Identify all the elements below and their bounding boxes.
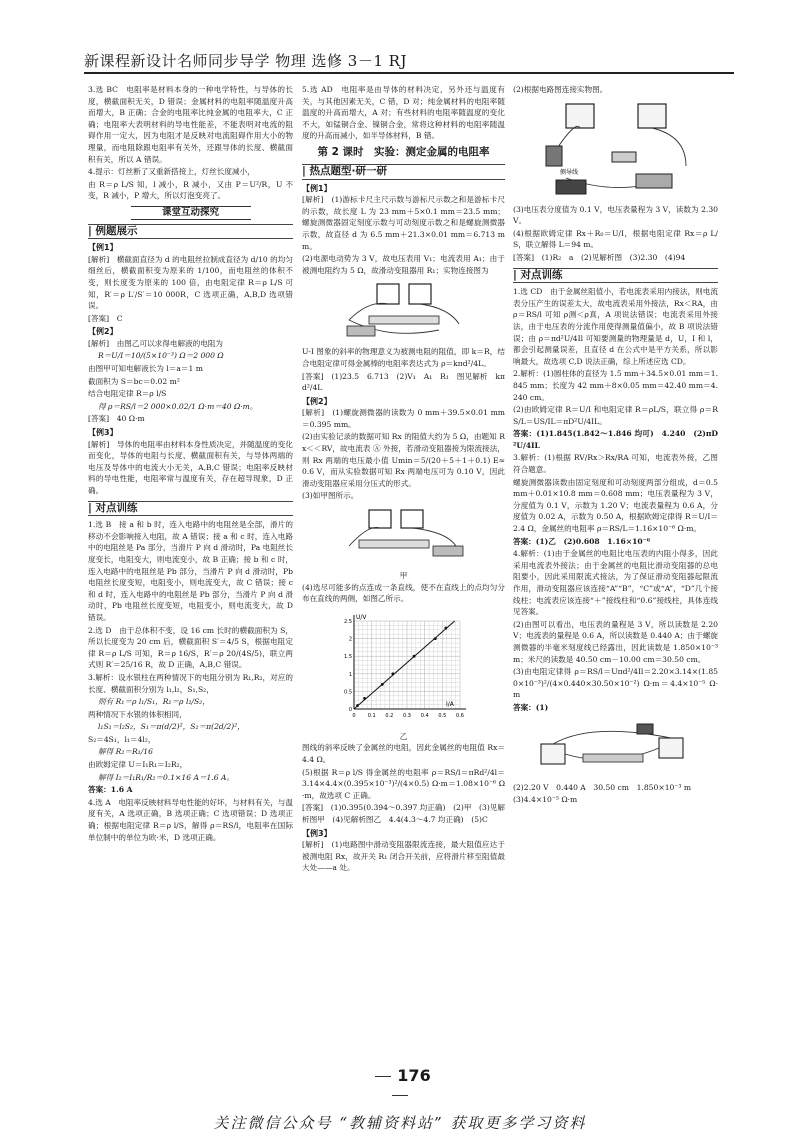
- formula: 解得 I₂＝I₁R₁/R₂＝0.1×16 A＝1.6 A。: [98, 772, 235, 782]
- y-tick-label: 0: [348, 706, 352, 713]
- training-3-text: 由欧姆定律 U＝I₁R₁＝I₂R₂，: [88, 760, 188, 770]
- answer-5: 5.选 AD 电阻率是由导体的材料决定，另外还与温度有关，与其他因素无关，C 错，D 对；纯金属材料的电阻率随温度的升高而增大，A 对；有些材料的电阻率随温度的变化不大，如锰铜合金、镍铜合金，常将这种材料的电阻率随温度的升高而减小，如半导体材料，B 错。: [302, 85, 505, 141]
- training-4-answer-2: (2)2.20 V 0.440 A 30.50 cm 1.850×10⁻³ m: [513, 782, 692, 792]
- section-title-training: | 对点训练: [88, 501, 293, 517]
- x-axis-label: I/A: [445, 700, 454, 708]
- example-2-text: 截面积为 S＝bc＝0.02 m²: [88, 376, 180, 386]
- y-tick-label: 0.5: [343, 689, 352, 696]
- training-4: 4.解析：(1)由于金属丝的电阻比电压表的内阻小得多，因此采用电流表外接法；由于金属丝的电阻比滑动变阻器的总电阻要小，因此采用限流式接法，为了保证滑动变阻器起限流作用，滑动变阻器应该连接“A”“B”，“C”或“A”，“D”几个接线柱；电流表应该连接“＋”接线柱和“0.6”接线柱，具体连线见答案。: [513, 549, 718, 617]
- x-tick-label: 0: [351, 712, 356, 719]
- training-4: 4.选 A 电阻率反映材料导电性能的好坏，与材料有关，与温度有关，A 选项正确，B 选项正确；C 选项错误；D 选项正确；根据电阻定律 R＝ρ l/S，解得 ρ＝RS/l，电阻率在国际单位制中的单位为欧·米，D 选项正确。: [88, 797, 293, 842]
- formula: 得 ρ＝RS/l＝2 000×0.02/1 Ω·m＝40 Ω·m。: [98, 401, 258, 411]
- example-label: 【例1】: [302, 183, 332, 193]
- data-point: [356, 704, 359, 707]
- y-tick-label: 1.5: [343, 654, 352, 661]
- example-1-answer: [答案] C: [88, 313, 123, 323]
- y-tick-label: 2.5: [343, 618, 352, 625]
- example-2-answer: [答案] 40 Ω·m: [88, 414, 145, 424]
- example-2-text: (4)选尽可能多的点连成一条直线，使不在直线上的点均匀分布在直线的两侧，如图乙所示。: [302, 582, 505, 604]
- example-3-analysis: [解析] 导体的电阻率由材料本身性质决定，并随温度的变化而变化，导体的电阻与长度、横截面积有关，与导体两端的电压及导体中的电流大小无关，A,B,C 错误；电阻率反映材料的导电性能，电阻率常与温度有关，存在超导现象，D 正确。: [88, 439, 293, 495]
- section-box-title: 课堂互动探究: [131, 206, 251, 220]
- example-3-answer: [答案] (1)R₂ a (2)见解析图 (3)2.30 (4)94: [513, 252, 686, 262]
- data-point: [444, 626, 447, 629]
- training-3-answer: 答案：1.6 A: [88, 785, 133, 795]
- example-label: 【例3】: [302, 828, 332, 838]
- training-3-text: 两种情况下水银的体积相同，: [88, 709, 187, 719]
- answer-3: 3.选 BC 电阻率是材料本身的一种电学特性，与导体的长度，横截面积无关，D 错误；金属材料的电阻率随温度升高而增大，B 正确；合金的电阻率比纯金属的电阻率大，C 正确；电阻率大表明材料的导电性能差，不能表明对电流的阻碍作用一定大，因为电阻才是反映对电流阻碍作用大小的物理量，而电阻除跟电阻率有关外，还跟导体的长度、横截面积有关，所以 A 错误。: [88, 85, 293, 164]
- training-2-answer: 答案：(1)1.845(1.842～1.846 均可) 4.240 (2)πD²U/4IL: [513, 429, 718, 450]
- section-title-examples: | 例题展示: [88, 224, 293, 240]
- example-3-analysis: [解析] (1)电路图中滑动变阻器限流连接，最大阻值应达于被测电阻 Rx，故开关 R₁ 闭合开关前，应将滑片移至阻值最大处——a 处。: [302, 840, 505, 873]
- page-number: 176: [360, 1066, 440, 1104]
- footer-note: 关注微信公众号 “教辅资料站” 获取更多学习资料: [213, 1114, 587, 1132]
- data-point: [433, 637, 436, 640]
- header-title: 新课程新设计名师同步导学 物理 选修 3－1 RJ: [84, 52, 407, 70]
- column-left: [88, 84, 293, 1084]
- example-1-answer: [答案] (1)23.5 6.713 (2)V₁ A₁ R₁ 图见解析 kπd²/4L: [302, 371, 505, 393]
- training-3: 3.解析：(1)根据 RV/Rx＞Rx/RA 可知，电流表外接，乙图符合题意。: [513, 453, 718, 475]
- example-2-analysis: [解析] 由图乙可以求得电解液的电阻为: [88, 338, 224, 348]
- example-2-text: (5)根据 R＝ρ l/S 得金属丝的电阻率 ρ＝RS/l＝πRd²/4l＝3.14×4.4×(0.395×10⁻³)²/(4×0.5) Ω·m＝1.08×10⁻⁶ Ω·m，故选项 C 正确。: [302, 767, 505, 800]
- training-4-answer: 答案：(1): [513, 702, 549, 712]
- example-3-text: (2)根据电路图连接实物图。: [513, 85, 608, 94]
- section-title-hot-topics: | 热点题型·研一研: [302, 164, 505, 180]
- example-2-text: (3)如甲图所示。: [302, 491, 359, 501]
- column-middle: [302, 84, 505, 1084]
- y-axis-label: U/V: [355, 613, 367, 621]
- training-2: 2.解析：(1)圆柱体的直径为 1.5 mm＋34.5×0.01 mm＝1.845 mm；长度为 42 mm＋8×0.05 mm＝42.40 mm＝4.240 cm。: [513, 369, 718, 402]
- circuit-diagram-1: [329, 280, 479, 342]
- figure-caption-b: 乙: [399, 731, 408, 741]
- data-point: [363, 697, 366, 700]
- example-2-text: 结合电阻定律 R＝ρ l/S: [88, 389, 167, 399]
- column-right: [513, 84, 718, 1084]
- example-2-text: 图线的斜率反映了金属丝的电阻，因此金属丝的电阻值 Rx＝4.4 Ω。: [302, 743, 505, 764]
- example-label: 【例3】: [88, 428, 118, 438]
- lesson-title: 第 2 课时 实验：测定金属的电阻率: [317, 145, 490, 158]
- training-4-text: (2)由图可以看出，电压表的量程是 3 V，所以读数是 2.20 V；电流表的量程是 0.6 A，所以读数是 0.440 A；由于螺旋测微器的半毫米刻度线已经露出，因此读数是 1.850×10⁻³ m；米尺的读数是 40.50 cm－10.00 cm＝30.50 cm。: [513, 619, 718, 664]
- formula: 则有 R₁＝ρ l₁/S₁，R₂＝ρ l₂/S₂，: [98, 697, 210, 707]
- chart-grid: [354, 621, 460, 709]
- example-1-text: (2)电源电动势为 3 V，故电压表用 V₁；电流表用 A₁；由于被测电阻约为 5 Ω，故滑动变阻器用 R₁；实物连接图为: [302, 254, 505, 275]
- formula: l₁S₁＝l₂S₂，S₁＝π(d/2)²，S₂＝π(2d/2)²，: [98, 722, 245, 732]
- y-tick-label: 2: [348, 636, 352, 643]
- figure-label-wire: 侧导线: [559, 168, 578, 176]
- training-4-text: (3)由电阻定律得 ρ＝RS/l＝Uπd²/4Il＝2.20×3.14×(1.850×10⁻³)²/(4×0.440×30.50×10⁻²) Ω·m＝4.4×10⁻⁵ Ω·m: [513, 667, 718, 700]
- circuit-diagram-2: [329, 506, 479, 566]
- example-2-text: 由图甲可知电解液长为 l＝a＝1 m: [88, 364, 203, 374]
- example-2-answer: [答案] (1)0.395(0.394～0.397 均正确) (2)甲 (3)见解析图甲 (4)见解析图乙 4.4(4.3～4.7 均正确) (5)C: [302, 803, 505, 824]
- x-tick-label: 0.1: [367, 712, 376, 719]
- y-tick-label: 1: [348, 671, 352, 678]
- x-tick-label: 0.3: [402, 712, 411, 719]
- data-point: [391, 672, 394, 675]
- apparatus-photo: [526, 100, 706, 200]
- example-1-analysis: [解析] (1)游标卡尺主尺示数与游标尺示数之和是游标卡尺的示数，故长度 L 为 23 mm＋5×0.1 mm＝23.5 mm；螺旋测微器固定刻度示数与可动刻度示数之和是螺旋测微器示数，故直径 d 为 6.5 mm＋21.3×0.01 mm＝6.713 mm。: [302, 195, 505, 251]
- ui-graph: [334, 609, 474, 727]
- example-label: 【例2】: [88, 327, 118, 337]
- training-3-text: S₂＝4S₁，l₁＝4l₂，: [88, 734, 156, 744]
- section-title-training: | 对点训练: [513, 268, 718, 284]
- x-tick-label: 0.6: [455, 712, 464, 719]
- training-3: 3.解析：设水银柱在两种情况下的电阻分别为 R₁,R₂，对应的长度、横截面积分别为 l₁,l₂，S₁,S₂，: [88, 672, 293, 694]
- answer-circuit-diagram: [531, 718, 701, 778]
- training-3-text: 螺旋测微器读数由固定刻度和可动刻度两部分组成，d＝0.5 mm＋0.01×10.8 mm＝0.608 mm；电压表量程为 3 V，分度值为 0.1 V，示数为 1.20 V；电流表量程为 0.6 A，分度值为 0.02 A，示数为 0.50 A，根据欧姆定律得 R＝U/I＝2.4 Ω，金属丝的电阻率 ρ＝RS/L＝1.16×10⁻⁶ Ω·m。: [513, 477, 718, 534]
- example-label: 【例2】: [302, 396, 332, 406]
- example-3-text: (3)电压表分度值为 0.1 V，电压表量程为 3 V，读数为 2.30 V。: [513, 204, 718, 226]
- training-2: 2.选 D 由于总体积不变，设 16 cm 长时的横截面积为 S，所以长度变为 20 cm 后，横截面积 S′＝4/5 S，根据电阻定律 R＝ρ L/S 可知，R＝ρ 16/S，R′＝ρ 20/(4S/5)，联立两式则 R′＝25/16 R，故 D 正确，A,B,C 错误。: [88, 625, 293, 670]
- x-tick-label: 0.5: [437, 712, 446, 719]
- training-2-text: (2)由欧姆定律 R＝U/I 和电阻定律 R＝ρL/S，联立得 ρ＝RS/L＝US/IL＝πD²U/4IL。: [513, 405, 718, 426]
- data-point: [412, 655, 415, 658]
- example-3-text: (4)根据欧姆定律 Rx＋R₀＝U/I，根据电阻定律 Rx＝ρ L/S，联立解得 L＝94 m。: [513, 228, 718, 250]
- x-tick-label: 0.2: [384, 712, 393, 719]
- page-header: [84, 46, 734, 74]
- training-1: 1.选 CD 由于金属丝阻值小，若电流表采用内接法，则电流表分压产生的误差太大，故电流表采用外接法，Rx＜RA，由 ρ＝RS/l 可知 ρ测＜ρ真，A 项说法错误；电流表采用外接法，由于电压表的分流作用使得测量值偏小，故 B 项说法错误；由 ρ＝πd²U/4Il 可知要测量的物理量是 d，U，I 和 l，都会引起测量误差，且直径 d 在公式中是平方关系，所以影响最大，故选项 C,D 说法正确，综上所述应选 CD。: [513, 287, 718, 366]
- figure-caption-a: 甲: [399, 571, 408, 581]
- training-3-answer: 答案：(1)乙 (2)0.608 1.16×10⁻⁶: [513, 536, 651, 546]
- training-1: 1.选 B 接 a 和 b 时，连入电路中的电阻丝是全部，滑片的移动不会影响接入电阻，故 A 错误；接 a 和 c 时，连入电路中的电阻丝是 Pa 部分，当滑片 P 向 d 滑动时，Pa 电阻丝长度变长，电阻变大，则电流变小，故 B 正确；接 b 和 c 时，连入电路中的电阻丝是 Pb 部分，当滑片 P 向 d 滑动时，Pb 电阻丝长度变短，电阻变小，则电流变大，故 C 错误；接 c 和 d 时，连入电路中的电阻丝是 Pb 部分，当滑片 P 向 d 滑动时，Pb 电阻丝长度变短，电阻变小，则电流变大，故 D 错误。: [88, 520, 293, 622]
- hint-4-formula: 由 R＝ρ L/S 知，l 减小，R 减小，又由 P＝U²/R，U 不变，R 减小，P 增大，所以灯泡变亮了。: [88, 179, 293, 201]
- training-4-answer-3: (3)4.4×10⁻⁵ Ω·m: [513, 795, 578, 805]
- formula: R＝U/I＝10/(5×10⁻³) Ω＝2 000 Ω: [98, 351, 224, 361]
- example-1-analysis: [解析] 横截面直径为 d 的电阻丝拉制成直径为 d/10 的均匀细丝后，横截面积变为原来的 1/100，而电阻丝的体积不变，则长度变为原来的 100 倍，由电阻定律 R＝ρ L/S 可知，R′＝ρ L′/S′＝10 000R，C 选项正确，A,B,D 选项错误。: [88, 254, 293, 311]
- example-2-text: (2)由实验记录的数据可知 Rx 的阻值大约为 5 Ω，由题知 Rx＜＜RV，故电流表 Ⓐ 外接，若滑动变阻器接为限流接法，则 Rx 两端的电压最小值 Umin＝5/(20＋5＋1＋0.1) E≈0.6 V，而从实验数据可知 Rx 两端电压可为 0.10 V，因此滑动变阻器应采用分压式的形式。: [302, 432, 505, 488]
- hint-4: 4.提示：灯丝断了又重新搭接上，灯丝长度减小，: [88, 167, 255, 177]
- example-label: 【例1】: [88, 243, 118, 253]
- example-2-analysis: [解析] (1)螺旋测微器的读数为 0 mm＋39.5×0.01 mm＝0.395 mm。: [302, 408, 505, 429]
- x-tick-label: 0.4: [420, 712, 429, 719]
- data-point: [380, 683, 383, 686]
- example-1-text: U-I 图象的斜率的物理意义为被测电阻的阻值，即 k＝R，结合电阻定律可得金属棒的电阻率表达式为 ρ＝kπd²/4L。: [302, 347, 505, 368]
- formula: 解得 R₂＝R₁/16: [98, 747, 153, 757]
